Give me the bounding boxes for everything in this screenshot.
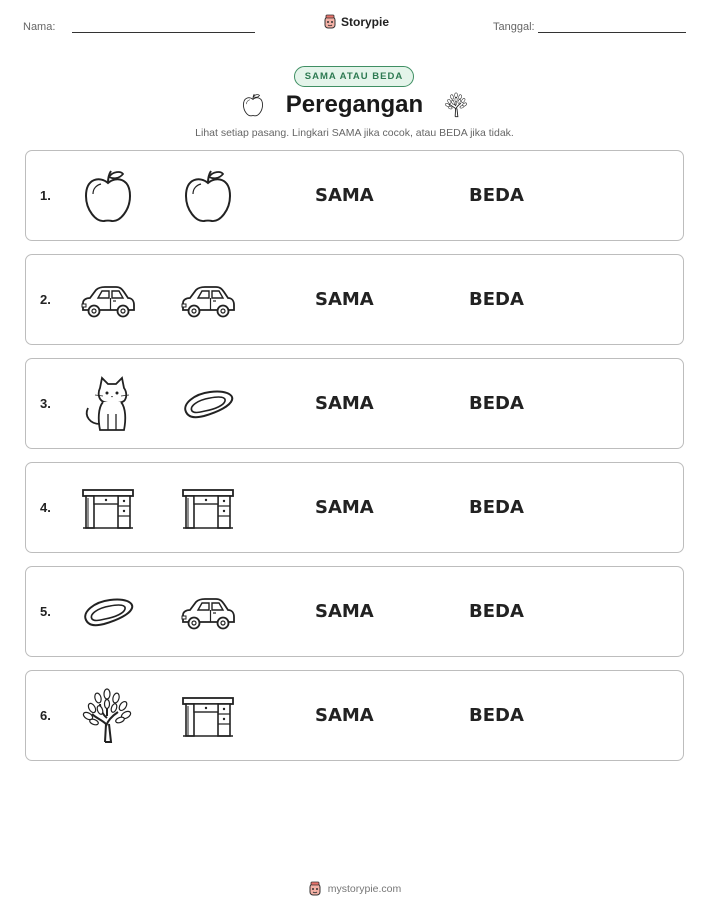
- name-line[interactable]: [72, 32, 255, 33]
- date-label: Tanggal:: [493, 21, 535, 33]
- hair-tie-icon: [78, 582, 138, 642]
- different-option[interactable]: BEDA: [469, 289, 524, 310]
- question-number: 1.: [40, 188, 51, 203]
- same-option[interactable]: SAMA: [315, 705, 374, 726]
- question-row: [25, 462, 684, 553]
- different-option[interactable]: BEDA: [469, 497, 524, 518]
- question-row: [25, 670, 684, 761]
- tree-icon: [78, 686, 138, 746]
- car-icon: [178, 582, 238, 642]
- desk-icon: [178, 478, 238, 538]
- question-row: [25, 254, 684, 345]
- storypie-mascot-icon: [308, 881, 322, 897]
- question-row: [25, 150, 684, 241]
- same-option[interactable]: SAMA: [315, 601, 374, 622]
- tree-icon: [443, 90, 470, 120]
- question-number: 2.: [40, 292, 51, 307]
- desk-icon: [178, 686, 238, 746]
- name-label: Nama:: [23, 21, 56, 33]
- desk-icon: [78, 478, 138, 538]
- different-option[interactable]: BEDA: [469, 601, 524, 622]
- same-option[interactable]: SAMA: [315, 497, 374, 518]
- question-row: [25, 566, 684, 657]
- question-number: 3.: [40, 396, 51, 411]
- page-title: Peregangan: [285, 91, 424, 118]
- question-number: 6.: [40, 708, 51, 723]
- apple-icon: [178, 166, 238, 226]
- worksheet-badge: SAMA ATAU BEDA: [294, 66, 414, 87]
- car-icon: [78, 270, 138, 330]
- same-option[interactable]: SAMA: [315, 185, 374, 206]
- same-option[interactable]: SAMA: [315, 289, 374, 310]
- footer-url[interactable]: mystorypie.com: [327, 883, 402, 895]
- brand-logo: [323, 14, 389, 30]
- question-number: 5.: [40, 604, 51, 619]
- different-option[interactable]: BEDA: [469, 185, 524, 206]
- apple-icon: [78, 166, 138, 226]
- footer: [0, 881, 709, 897]
- different-option[interactable]: BEDA: [469, 705, 524, 726]
- hair-tie-icon: [178, 374, 238, 434]
- storypie-mascot-icon: [323, 14, 337, 30]
- cat-icon: [78, 374, 138, 434]
- car-icon: [178, 270, 238, 330]
- brand-name: Storypie: [341, 15, 390, 29]
- different-option[interactable]: BEDA: [469, 393, 524, 414]
- date-line[interactable]: [538, 32, 686, 33]
- question-number: 4.: [40, 500, 51, 515]
- instructions: Lihat setiap pasang. Lingkari SAMA jika cocok, atau BEDA jika tidak.: [195, 127, 514, 139]
- question-row: [25, 358, 684, 449]
- same-option[interactable]: SAMA: [315, 393, 374, 414]
